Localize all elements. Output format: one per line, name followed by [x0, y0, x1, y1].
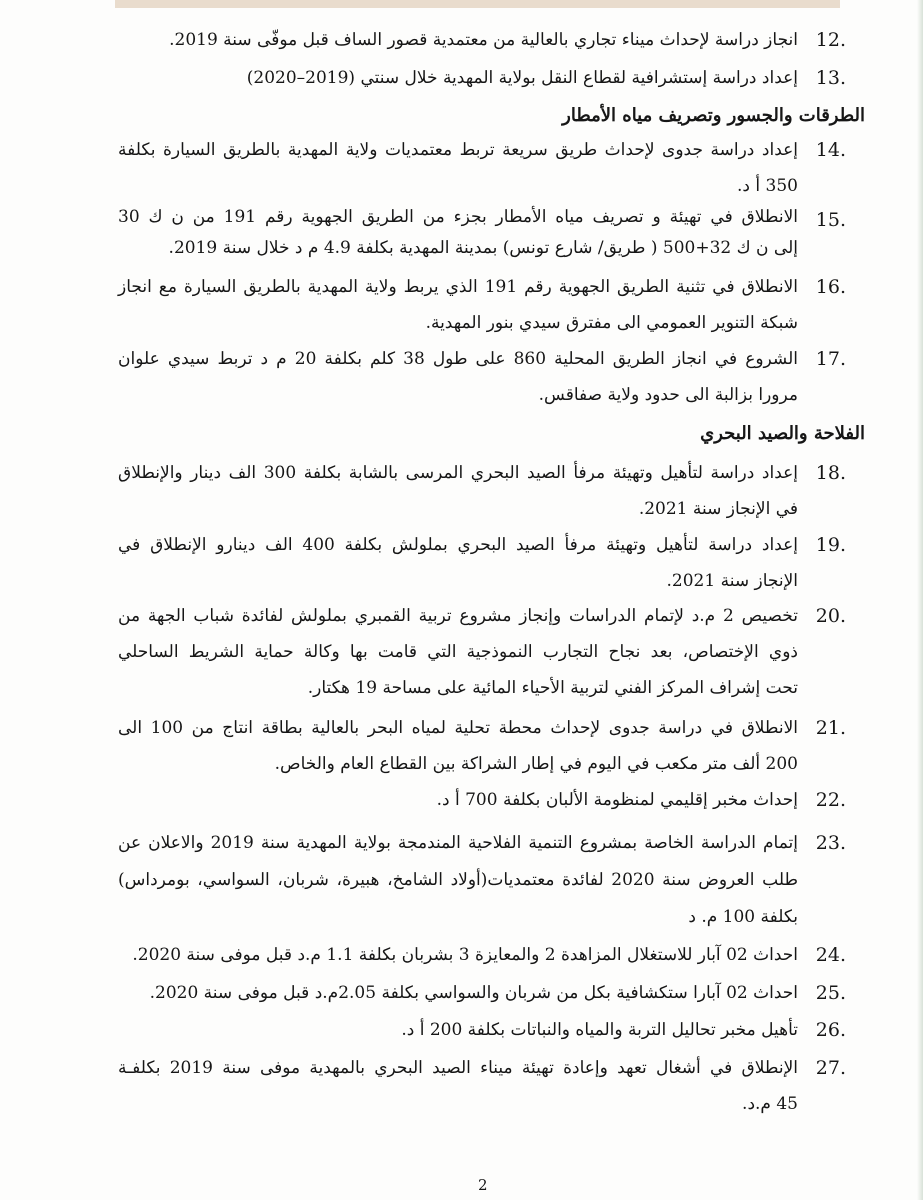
- item-number: 22.: [815, 789, 846, 811]
- item-text-line: إلى ن ك 32+500 ( طريق/ شارع تونس) بمدينة المهدية بكلفة 4.9 م د خلال سنة 2019.: [168, 238, 798, 258]
- list-item: [118, 710, 846, 782]
- header-band: [115, 0, 840, 8]
- list-item: [118, 269, 846, 341]
- page-edge: [917, 0, 923, 1200]
- list-item: [118, 60, 846, 97]
- item-text-line: الانطلاق في دراسة جدوى لإحداث محطة تحلية لمياه البحر بالعالية بطاقة انتاج من 100 الى: [118, 718, 798, 738]
- item-text-line: 350 أ د.: [737, 176, 798, 196]
- item-text-line: 200 ألف متر مكعب في اليوم في إطار الشراكة بين القطاع العام والخاص.: [274, 754, 798, 774]
- item-number: 15.: [815, 209, 846, 231]
- item-number: 21.: [815, 717, 846, 739]
- item-number: 27.: [815, 1057, 846, 1079]
- item-text-line: انجاز دراسة لإحداث ميناء تجاري بالعالية من معتمدية قصور الساف قبل موفّى سنة 2019.: [169, 30, 798, 50]
- item-number: 13.: [815, 67, 846, 89]
- item-number: 24.: [815, 944, 846, 966]
- item-text-line: الشروع في انجاز الطريق المحلية 860 على طول 38 كلم بكلفة 20 م د تربط سيدي علوان: [118, 349, 798, 369]
- page-number: 2: [478, 1176, 488, 1194]
- item-text-line: إعداد دراسة جدوى لإحداث طريق سريعة تربط معتمديات ولاية المهدية بالطريق السيارة بكلفة: [118, 140, 798, 160]
- list-item: [118, 937, 846, 974]
- list-item: [118, 341, 846, 413]
- list-item: [118, 1012, 846, 1049]
- item-text-line: في الإنجاز سنة 2021.: [638, 499, 798, 519]
- list-item: [118, 202, 846, 264]
- list-item: [118, 782, 846, 819]
- item-text-line: تأهيل مخبر تحاليل التربة والمياه والنباتات بكلفة 200 أ د.: [401, 1020, 798, 1040]
- list-item: [118, 455, 846, 527]
- item-text-line: بكلفة 100 م. د: [688, 907, 798, 927]
- item-text-line: الانطلاق في تهيئة و تصريف مياه الأمطار بجزء من الطريق الجهوية رقم 191 من ن ك 30: [118, 207, 798, 227]
- item-text-line: تخصيص 2 م.د لإتمام الدراسات وإنجاز مشروع تربية القمبري بملولش لفائدة شباب الجهة من: [118, 606, 799, 626]
- item-number: 14.: [815, 139, 846, 161]
- item-text-line: إعداد دراسة إستشرافية لقطاع النقل بولاية المهدية خلال سنتي (2019–2020): [246, 68, 798, 88]
- item-number: 12.: [815, 29, 846, 51]
- list-item: [118, 825, 846, 936]
- item-number: 26.: [815, 1019, 846, 1041]
- list-item: [118, 22, 846, 59]
- item-text-line: طلب العروض سنة 2020 لفائدة معتمديات(أولاد الشامخ، هبيرة، شربان، السواسي، بومرداس): [118, 870, 798, 890]
- item-text-line: مرورا بزالبة الى حدود ولاية صفاقس.: [538, 385, 798, 405]
- list-item: [118, 132, 846, 204]
- item-number: 23.: [815, 832, 846, 854]
- item-text-line: 45 م.د.: [742, 1094, 798, 1114]
- item-text-line: شبكة التنوير العمومي الى مفترق سيدي بنور المهدية.: [425, 313, 798, 333]
- item-text-line: إحداث مخبر إقليمي لمنظومة الألبان بكلفة 700 أ د.: [436, 790, 798, 810]
- item-text-line: الانطلاق في تثنية الطريق الجهوية رقم 191 الذي يربط ولاية المهدية بالطريق السيارة مع انجاز: [118, 277, 798, 297]
- item-text-line: إتمام الدراسة الخاصة بمشروع التنمية الفلاحية المندمجة بولاية المهدية سنة 2019 والاعلان عن: [118, 833, 799, 853]
- item-text-line: إعداد دراسة لتأهيل وتهيئة مرفأ الصيد البحري بملولش بكلفة 400 الف دينارو الإنطلاق في: [118, 535, 799, 555]
- item-text-line: الإنجاز سنة 2021.: [666, 571, 798, 591]
- section-heading: الطرقات والجسور وتصريف مياه الأمطار: [562, 105, 865, 126]
- item-number: 19.: [815, 534, 846, 556]
- list-item: [118, 527, 846, 599]
- item-text-line: ذوي الإختصاص، بعد نجاح التجارب النموذجية التي قامت بها وكالة حماية الشريط الساحلي: [118, 642, 798, 662]
- item-number: 16.: [815, 276, 846, 298]
- item-text-line: احداث 02 آبار للاستغلال المزاهدة 2 والمعايزة 3 بشربان بكلفة 1.1 م.د قبل موفى سنة 2020.: [132, 945, 798, 965]
- item-text-line: إعداد دراسة لتأهيل وتهيئة مرفأ الصيد البحري المرسى بالشابة بكلفة 300 الف دينار والإنطلاق: [118, 463, 799, 483]
- list-item: [118, 975, 846, 1012]
- list-item: [118, 598, 846, 706]
- item-number: 17.: [815, 348, 846, 370]
- list-item: [118, 1050, 846, 1122]
- item-text-line: تحت إشراف المركز الفني لتربية الأحياء المائية على مساحة 19 هكتار.: [307, 678, 798, 698]
- item-number: 20.: [815, 605, 846, 627]
- item-text-line: احداث 02 آبارا ستكشافية بكل من شربان والسواسي بكلفة 2.05م.د قبل موفى سنة 2020.: [149, 983, 798, 1003]
- item-number: 18.: [815, 462, 846, 484]
- section-heading: الفلاحة والصيد البحري: [700, 423, 865, 444]
- item-text-line: الإنطلاق في أشغال تعهد وإعادة تهيئة ميناء الصيد البحري بالمهدية موفى سنة 2019 بكلفـة: [118, 1058, 798, 1078]
- item-number: 25.: [815, 982, 846, 1004]
